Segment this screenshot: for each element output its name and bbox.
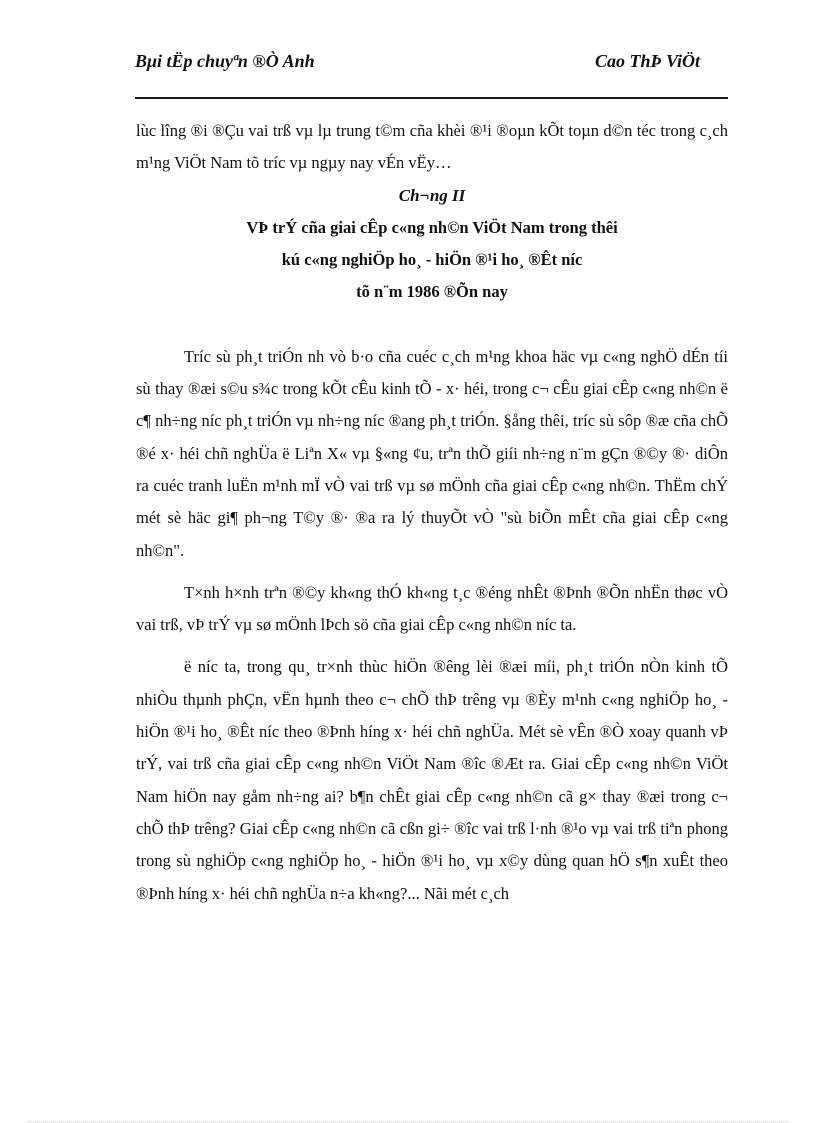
page-bottom-rule xyxy=(28,1121,788,1122)
page-header xyxy=(135,49,728,99)
chapter-title-line-2: kú c«ng nghiÖp ho¸ - hiÖn ®¹i ho¸ ®Êt níc xyxy=(281,250,583,270)
body-paragraph-2: T×nh h×nh trªn ®©y kh«ng thÓ kh«ng t¸c ®éng nhÊt ®Þnh ®Õn nhËn thøc vÒ vai trß, vÞ trÝ vµ sø mÖnh lÞch sö cña giai cÊp c«ng nh©n níc ta. xyxy=(136,582,728,635)
body-paragraph-3: ë níc ta, trong qu¸ tr×nh thùc hiÖn ®êng lèi ®æi míi, ph¸t triÓn nÒn kinh tÕ nhiÒu thµnh phÇn, vËn hµnh theo c¬ chÕ thÞ trêng vµ ®Èy m¹nh c«ng nghiÖp ho¸ - hiÖn ®¹i ho¸ ®Êt níc theo ®Þnh híng x· héi chñ nghÜa. Mét sè vÊn ®Ò xoay quanh vÞ trÝ, vai trß cña giai cÊp c«ng nh©n ViÖt Nam ®îc ®Æt ra. Giai cÊp c«ng nh©n ViÖt Nam hiÖn nay gåm nh÷ng ai? b¶n chÊt giai cÊp c«ng nh©n cã g× thay ®æi trong c¬ chÕ thÞ trêng? Giai cÊp c«ng nh©n cã cßn gi÷ ®îc vai trß l·nh ®¹o vµ vai trß tiªn phong trong sù nghiÖp c«ng nghiÖp ho¸ - hiÖn ®¹i ho¸ vµ x©y dùng quan hÖ s¶n xuÊt theo ®Þnh híng x· héi chñ nghÜa n÷a kh«ng?... Nãi mét c¸ch xyxy=(136,657,728,903)
chapter-title-line-3: tõ n¨m 1986 ®Õn nay xyxy=(356,282,508,302)
continuation-paragraph: lùc lîng ®i ®Çu vai trß vµ lµ trung t©m cña khèi ®¹i ®oµn kÕt toµn d©n téc trong c¸ch m¹ng ViÖt Nam tõ tríc vµ ngµy nay vÉn vËy… xyxy=(136,121,728,173)
chapter-heading: Ch¬ng II xyxy=(398,185,466,205)
document-body xyxy=(136,115,728,910)
body-paragraph-1: Tríc sù ph¸t triÓn nh vò b·o cña cuéc c¸ch m¹ng khoa häc vµ c«ng nghÖ dÉn tíi sù thay ®æi s©u s¾c trong kÕt cÊu kinh tÕ - x· héi, trong c¬ cÊu giai cÊp c«ng nh©n ë c¶ nh÷ng níc ph¸t triÓn vµ nh÷ng níc ®ang ph¸t triÓn. §ång thêi, tríc sù sôp ®æ cña chÕ ®é x· héi chñ nghÜa ë Liªn X« vµ §«ng ¢u, trªn thÕ giíi nh÷ng n¨m gÇn ®©y ®· diÔn ra cuéc tranh luËn m¹nh mÏ vÒ vai trß vµ sø mÖnh cña giai cÊp c«ng nh©n. ThËm chÝ mét sè häc gi¶ ph¬ng T©y ®· ®a ra lý thuyÕt vÒ "sù biÕn mÊt cña giai cÊp c«ng nh©n". xyxy=(136,346,728,560)
header-author-right: Cao ThÞ ViÖt xyxy=(594,51,700,71)
header-title-left: Bμi tËp chuyªn ®Ò Anh xyxy=(135,51,315,71)
chapter-title-line-1: VÞ trÝ cña giai cÊp c«ng nh©n ViÖt Nam trong thêi xyxy=(246,217,618,237)
spacer xyxy=(136,309,728,341)
